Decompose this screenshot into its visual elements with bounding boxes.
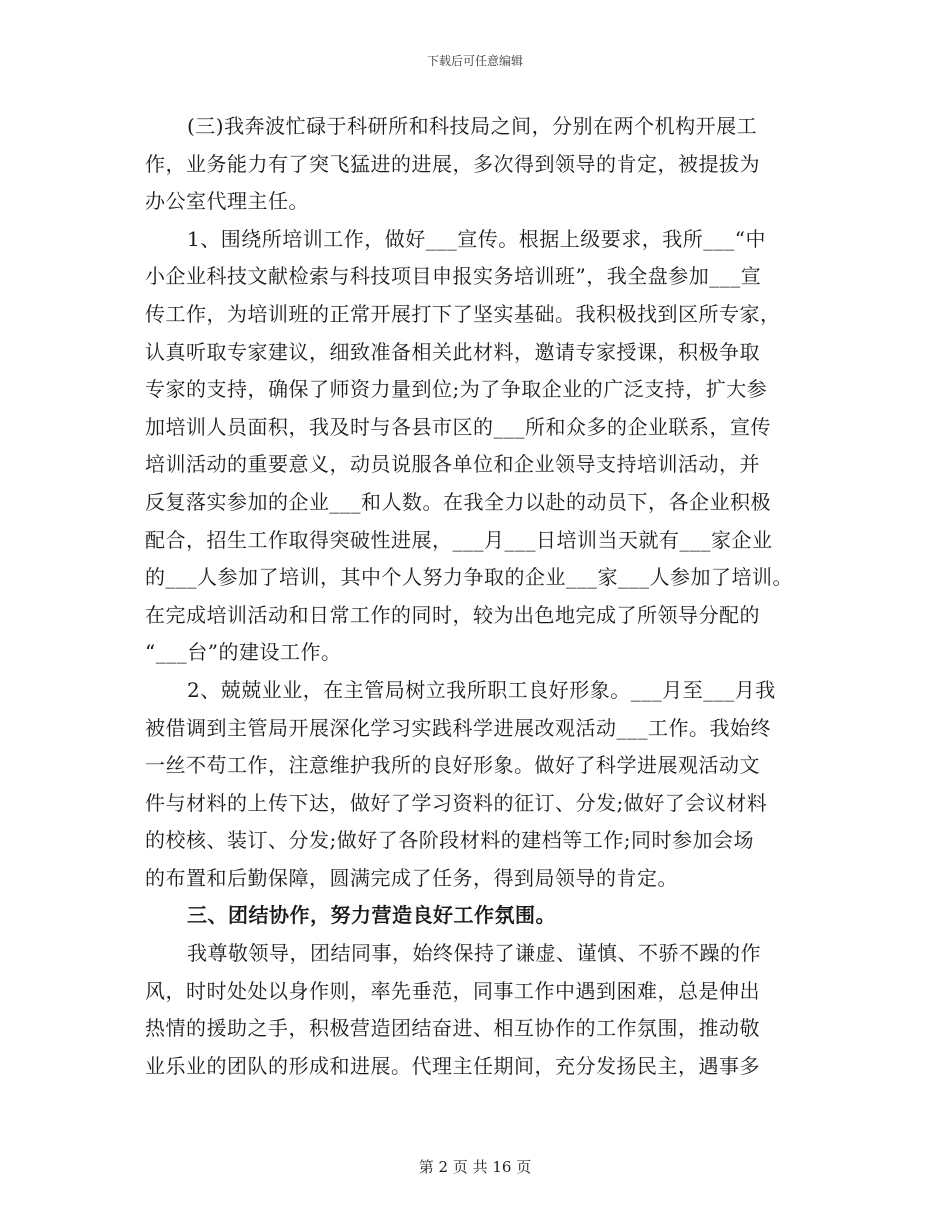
text-line: 传工作，为培训班的正常开展打下了坚实基础。我积极找到区所专家， [145,301,781,326]
text-line: 的布置和后勤保障，圆满完成了任务，得到局领导的肯定。 [145,865,678,890]
text-line: 配合，招生工作取得突破性进展，___月___日培训当天就有___家企业 [145,527,773,552]
text-line: 一丝不苟工作，注意维护我所的良好形象。做好了科学进展观活动文 [145,753,760,778]
page-number: 第 2 页 共 16 页 [418,1158,532,1176]
text-line: 培训活动的重要意义，动员说服各单位和企业领导支持培训活动，并 [145,452,760,477]
document-body [145,108,825,1085]
text-line: 我尊敬领导，团结同事，始终保持了谦虚、谨慎、不骄不躁的作 [187,941,761,966]
header-note: 下载后可任意编辑 [426,54,523,68]
text-line: 件与材料的上传下达，做好了学习资料的征订、分发;做好了会议材料 [145,790,768,815]
text-line: 小企业科技文献检索与科技项目申报实务培训班”，我全盘参加___宣 [145,264,762,289]
text-line: 作，业务能力有了突飞猛进的进展，多次得到领导的肯定，被提拔为 [145,151,760,176]
text-line: 业乐业的团队的形成和进展。代理主任期间，充分发扬民主，遇事多 [145,1053,760,1078]
text-line: 的校核、装订、分发;做好了各阶段材料的建档等工作;同时参加会场 [145,828,754,853]
text-line: 专家的支持，确保了师资力量到位;为了争取企业的广泛支持，扩大参 [145,377,768,402]
text-line: 热情的援助之手，积极营造团结奋进、相互协作的工作氛围，推动敬 [145,1016,760,1041]
text-line: 1、围绕所培训工作，做好___宣传。根据上级要求，我所___“中 [187,226,766,251]
text-line: 风，时时处处以身作则，率先垂范，同事工作中遇到困难，总是伸出 [145,978,760,1003]
text-line: (三)我奔波忙碌于科研所和科技局之间，分别在两个机构开展工 [187,114,758,138]
text-line: 办公室代理主任。 [145,189,309,214]
text-line: 的___人参加了培训，其中个人努力争取的企业___家___人参加了培训。 [145,565,793,590]
text-line: 被借调到主管局开展深化学习实践科学进展改观活动___工作。我始终 [145,715,771,740]
text-line: 2、兢兢业业，在主管局树立我所职工良好形象。___月至___月我 [187,677,776,702]
text-line: 在完成培训活动和日常工作的同时，较为出色地完成了所领导分配的 [145,602,760,627]
text-line: 加培训人员面积，我及时与各县市区的___所和众多的企业联系，宣传 [145,414,771,439]
text-line: 认真听取专家建议，细致准备相关此材料，邀请专家授课，积极争取 [145,339,760,364]
text-line: 反复落实参加的企业___和人数。在我全力以赴的动员下，各企业积极 [145,489,771,514]
section-heading: 三、团结协作，努力营造良好工作氛围。 [187,903,556,928]
text-line: “___台”的建设工作。 [145,640,342,665]
